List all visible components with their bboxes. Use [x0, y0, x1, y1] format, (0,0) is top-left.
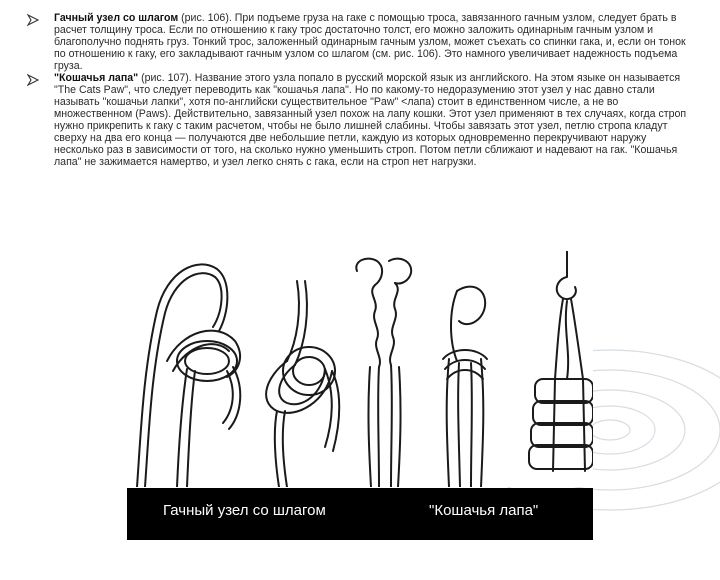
knot-illustration: [127, 251, 593, 487]
arrowhead-bullet-icon: [26, 14, 40, 26]
bullet-title: Гачный узел со шлагом: [54, 12, 179, 24]
caption-bar: [127, 488, 593, 540]
bullet-body: (рис. 107). Название этого узла попало в русский морской язык из английского. На этом языке он называется "The Cats Paw", что следует переводить как "кошачья лапа". Но по какому-то недоразумению этот узел у нас давно стали называть "кошачьи лапки", хотя по-английски существительное "Paw" <лапа) стоит в единственном числе, а не во множественном (Paws). Действительно, завязанный узел похож на лапу кошки. Этот узел применяют в тех случаях, когда строп нужно прикрепить к гаку с таким расчетом, чтобы не было лишней слабины. Чтобы завязать этот узел, петлю стропа кладут сверху на два его конца — получаются две небольшие петли, каждую из которых одновременно перекручивают наружу несколько раз в зависимости от того, на сколько нужно уменьшить строп. Потом петли сближают и надевают на гак. "Кошачья лапа" не зажимается намертво, и узел легко снять с гака, если на строп нет нагрузки.: [54, 72, 687, 168]
cats-paw-drawing-1: [356, 259, 411, 487]
cats-paw-drawing-3: [529, 251, 593, 471]
caption-hitch-knot: Гачный узел со шлагом: [163, 502, 326, 519]
bullet-title: "Кошачья лапа": [54, 72, 139, 84]
bullet-list: [26, 12, 690, 168]
bullet-item-hitch-knot: [26, 12, 690, 72]
cats-paw-drawing-2: [443, 287, 487, 487]
bullet-paragraph: [54, 12, 690, 72]
bullet-body: (рис. 106). При подъеме груза на гаке с помощью троса, завязанного гачным узлом, следует брать в расчет толщину троса. Если по отношению к гаку трос достаточно толст, его можно заложить одинарным гачным узлом и благополучно поднять груз. Тонкий трос, заложенный одинарным гачным узлом, может съехать со спинки гака, и, если он тонок по отношению к гаку, его закладывают гачным узлом со шлагом (см. рис. 106). Это намного увеличивает надежность подъема груза.: [54, 12, 686, 72]
arrowhead-bullet-icon: [26, 74, 40, 86]
caption-cats-paw: "Кошачья лапа": [429, 502, 539, 519]
hitch-knot-drawing-1: [137, 264, 240, 487]
hitch-knot-drawing-2: [266, 281, 339, 487]
bullet-item-cats-paw: [26, 72, 690, 168]
bullet-paragraph: [54, 72, 690, 168]
